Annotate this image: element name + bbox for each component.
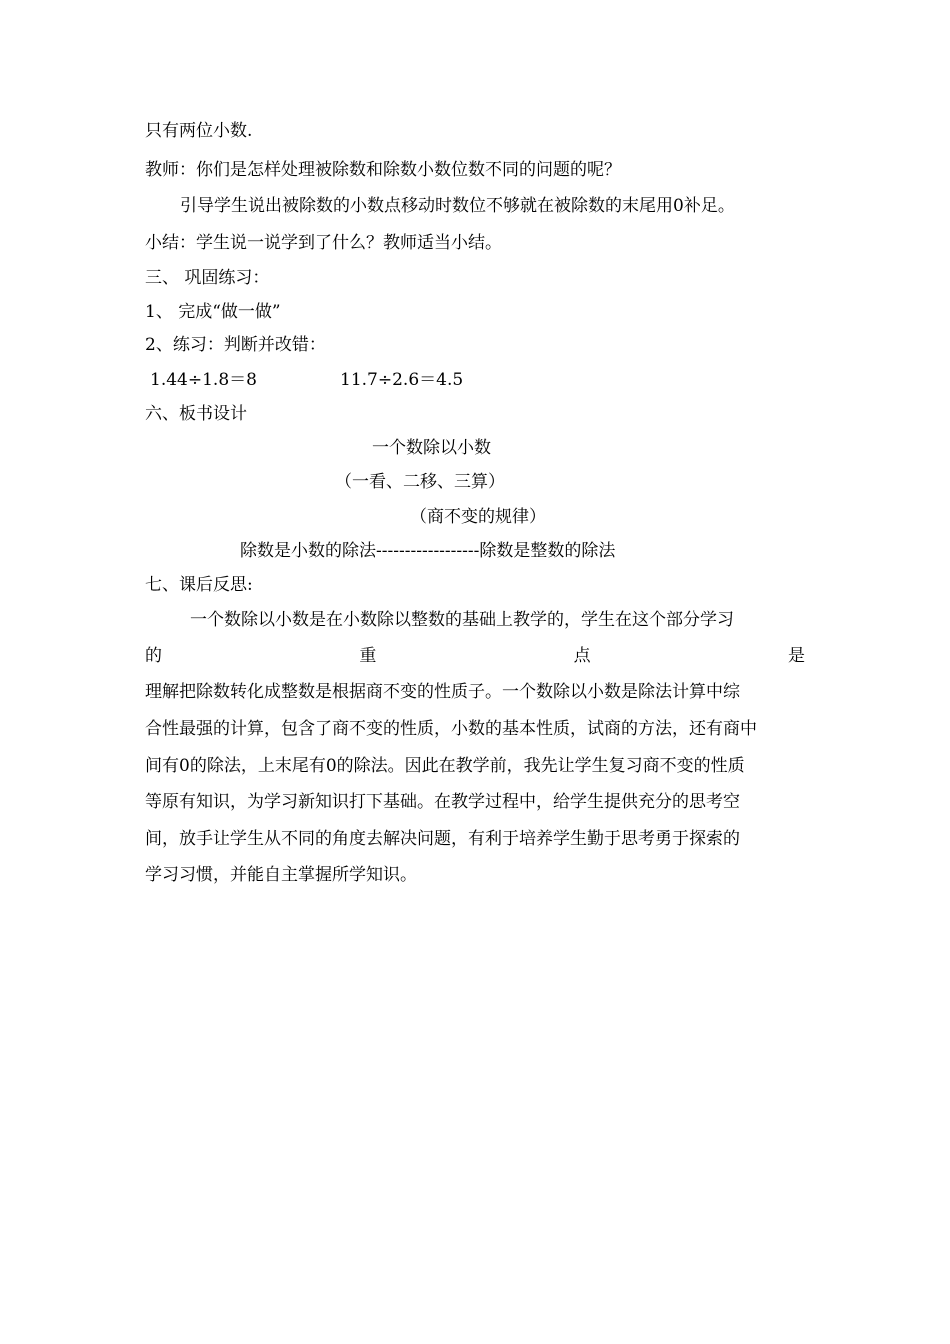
reflection-line-5: 间有0的除法，上末尾有0的除法。因此在教学前，我先让学生复习商不变的性质 [145,756,745,776]
reflection-line-7: 间，放手让学生从不同的角度去解决问题，有利于培养学生勤于思考勇于探索的 [145,829,740,849]
reflection-line-2 [145,645,805,667]
reflection-word: 的 [145,646,162,666]
exercise-calc-1: 1.44÷1.8＝8 [150,370,257,390]
reflection-word: 点 [573,646,591,666]
board-title: 一个数除以小数 [372,438,491,458]
list-item-1: 1、 完成“做一做” [145,302,281,322]
board-subtitle: （一看、二移、三算） [335,472,505,492]
text-line-summary: 小结：学生说一说学到了什么？教师适当小结。 [145,233,502,253]
exercise-calc-2: 11.7÷2.6＝4.5 [340,370,464,390]
list-item-2: 2、练习：判断并改错： [145,335,326,355]
section-heading-reflection: 七、课后反思: [145,575,253,595]
reflection-line-4: 合性最强的计算，包含了商不变的性质，小数的基本性质，试商的方法，还有商中 [145,719,757,739]
section-heading-board: 六、板书设计 [145,404,247,424]
section-heading-practice: 三、 巩固练习： [145,268,270,288]
text-line-guide: 引导学生说出被除数的小数点移动时数位不够就在被除数的末尾用0补足。 [180,196,735,216]
reflection-line-1: 一个数除以小数是在小数除以整数的基础上教学的，学生在这个部分学习 [190,610,734,630]
board-rule: （商不变的规律） [410,507,546,527]
reflection-line-8: 学习习惯，并能自主掌握所学知识。 [145,865,417,885]
text-line-1: 只有两位小数. [145,121,253,141]
text-line-teacher-question: 教师：你们是怎样处理被除数和除数小数位数不同的问题的呢？ [145,160,621,180]
reflection-word: 重 [359,646,377,666]
board-comparison: 除数是小数的除法------------------除数是整数的除法 [240,541,616,561]
reflection-word: 是 [787,646,805,666]
reflection-line-6: 等原有知识，为学习新知识打下基础。在教学过程中，给学生提供充分的思考空 [145,792,740,812]
reflection-line-3: 理解把除数转化成整数是根据商不变的性质子。一个数除以小数是除法计算中综 [145,682,740,702]
